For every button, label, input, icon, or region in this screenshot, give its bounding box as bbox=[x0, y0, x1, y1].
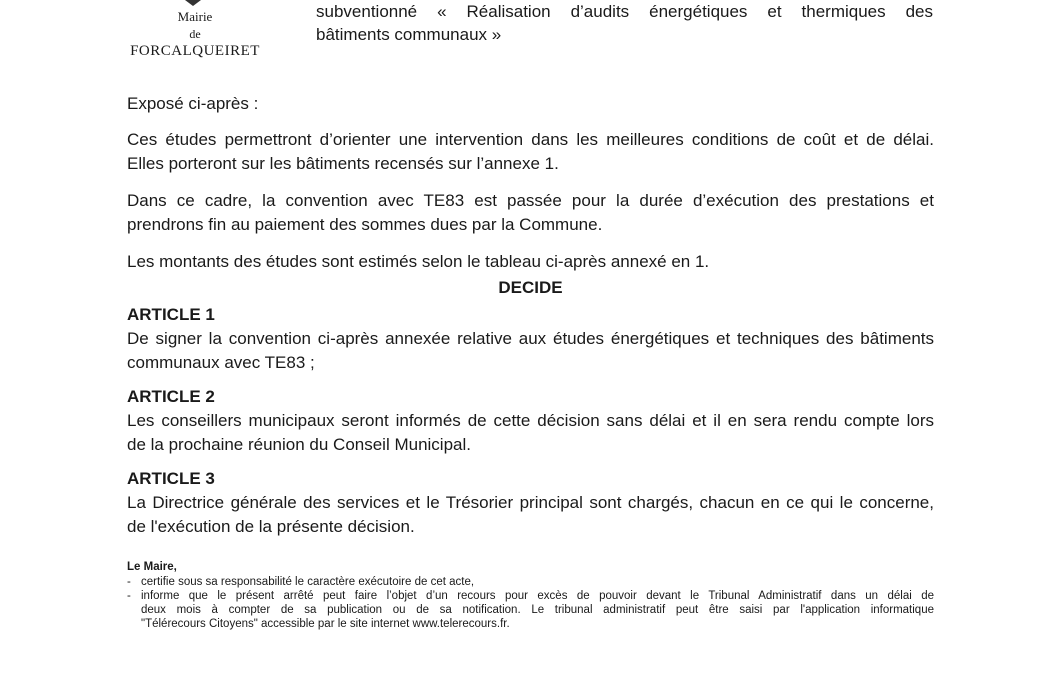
article-1 bbox=[127, 303, 934, 375]
expose-heading: Exposé ci-après : bbox=[127, 94, 259, 113]
decide-heading: DECIDE bbox=[498, 278, 563, 297]
coat-of-arms-icon bbox=[183, 0, 203, 6]
legal-footer bbox=[127, 560, 934, 631]
paragraph-3: Les montants des études sont estimés selon le tableau ci-après annexé en 1. bbox=[127, 252, 710, 271]
footer-item-2 bbox=[127, 589, 934, 631]
article-2 bbox=[127, 385, 934, 457]
commune-logo-block bbox=[120, 0, 270, 60]
commune-name: FORCALQUEIRET bbox=[130, 43, 260, 59]
paragraph-2-line-1: Dans ce cadre, la convention avec TE83 est passée pour la durée d’exécution des prestations et bbox=[127, 191, 934, 210]
article-text-line-1: La Directrice générale des services et le Trésorier principal sont chargés, chacun en ce qui le concerne, bbox=[127, 493, 934, 512]
article-title: ARTICLE 1 bbox=[127, 305, 215, 324]
footer-item-2-line-3: "Télérecours Citoyens" accessible par le site internet www.telerecours.fr. bbox=[141, 618, 510, 630]
list-dash: - bbox=[127, 590, 131, 602]
list-dash: - bbox=[127, 576, 131, 588]
subject-line-1: subventionné « Réalisation d’audits énergétiques et thermiques des bbox=[316, 2, 933, 21]
subject-line-2: bâtiments communaux » bbox=[316, 25, 502, 44]
paragraph-2-line-2: prendrons fin au paiement des sommes dues par la Commune. bbox=[127, 215, 603, 234]
document-body bbox=[127, 92, 934, 274]
footer-item-1-text: certifie sous sa responsabilité le caractère exécutoire de cet acte, bbox=[141, 576, 475, 588]
article-text-line-1: Les conseillers municipaux seront informés de cette décision sans délai et il en sera rendu compte lors bbox=[127, 411, 934, 430]
paragraph-1-line-2: Elles porteront sur les bâtiments recensés sur l’annexe 1. bbox=[127, 154, 559, 173]
mairie-label: Mairie bbox=[177, 9, 213, 24]
footer-item-2-line-1: informe que le présent arrêté peut faire l’objet d’un recours pour excès de pouvoir devant le Tribunal Administratif dans un délai de bbox=[141, 590, 934, 602]
article-text-line-1: De signer la convention ci-après annexée relative aux études énergétiques et techniques des bâtiments bbox=[127, 329, 934, 348]
article-text-line-2: de la prochaine réunion du Conseil Municipal. bbox=[127, 435, 471, 454]
article-title: ARTICLE 3 bbox=[127, 469, 215, 488]
article-3 bbox=[127, 467, 934, 539]
de-label: de bbox=[189, 27, 201, 41]
paragraph-1-line-1: Ces études permettront d’orienter une intervention dans les meilleures conditions de coût et de délai. bbox=[127, 130, 934, 149]
article-text-line-2: communaux avec TE83 ; bbox=[127, 353, 315, 372]
article-title: ARTICLE 2 bbox=[127, 387, 215, 406]
footer-item-1 bbox=[127, 575, 934, 589]
article-text-line-2: de l'exécution de la présente décision. bbox=[127, 517, 415, 536]
signatory-label: Le Maire, bbox=[127, 561, 177, 573]
document-subject bbox=[316, 0, 933, 46]
footer-item-2-line-2: deux mois à compter de sa publication ou de sa notification. Le tribunal administratif peut être saisi par l'application informatique bbox=[141, 604, 934, 616]
